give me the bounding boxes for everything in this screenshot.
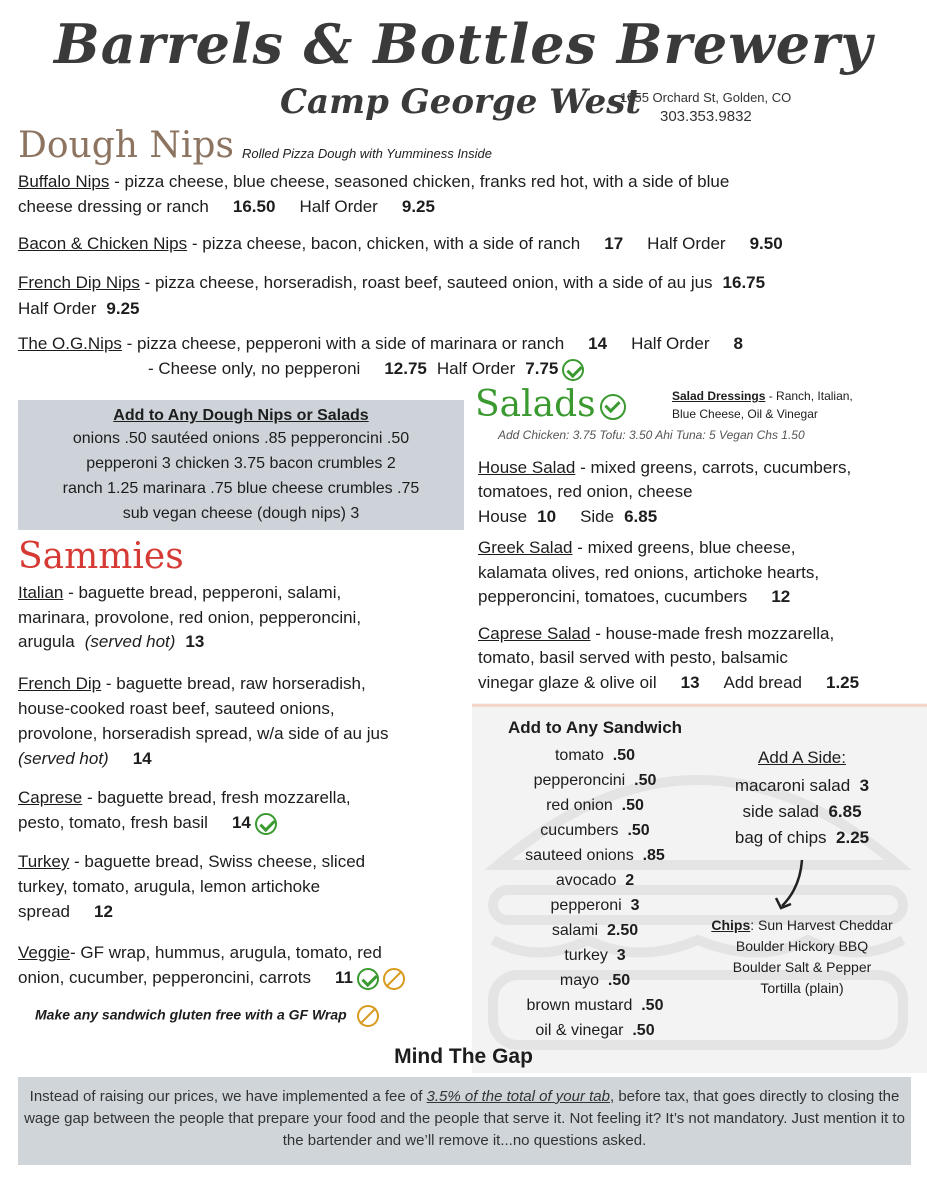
item-name: Buffalo Nips xyxy=(18,172,110,191)
chips-options xyxy=(692,915,912,999)
mind-the-gap-title: Mind The Gap xyxy=(394,1045,533,1068)
list-item xyxy=(470,943,720,968)
item-price: 3 xyxy=(859,776,870,795)
item-name: mayo xyxy=(559,972,599,989)
half-order-price: 9.50 xyxy=(749,234,783,253)
item-desc: - baguette bread, raw horseradish, xyxy=(101,674,366,693)
location-subtitle: Camp George West xyxy=(280,82,642,122)
salad-dressings xyxy=(672,387,853,423)
menu-item-og-nips xyxy=(18,331,743,356)
item-desc: tomato, basil served with pesto, balsamic xyxy=(478,648,788,667)
item-price: .50 xyxy=(607,972,631,989)
item-name: tomato xyxy=(554,747,604,764)
gap-text-emphasis: 3.5% of the total of your tab xyxy=(426,1088,610,1105)
item-name: pepperoni xyxy=(550,897,622,914)
half-order-price: 8 xyxy=(733,334,743,353)
salads-heading xyxy=(475,384,626,425)
addons-row: ranch 1.25 marinara .75 blue cheese crumbles .75 xyxy=(62,480,420,497)
item-desc: cheese dressing or ranch xyxy=(18,197,209,216)
item-desc: - mixed greens, carrots, cucumbers, xyxy=(575,458,852,477)
item-desc: turkey, tomato, arugula, lemon artichoke xyxy=(18,877,321,896)
dressings-list: - Ranch, Italian, xyxy=(765,389,853,403)
item-price: 13 xyxy=(185,632,205,651)
italian-line3 xyxy=(18,629,204,654)
item-name: turkey xyxy=(564,947,608,964)
menu-item-caprese-salad xyxy=(478,621,834,646)
chips-option: Boulder Hickory BBQ xyxy=(735,938,869,954)
item-price: 14 xyxy=(588,334,608,353)
half-order-price: 9.25 xyxy=(401,197,435,216)
sandwich-addons-title: Add to Any Sandwich xyxy=(507,718,683,737)
addons-title: Add to Any Dough Nips or Salads xyxy=(113,407,369,424)
caprese-line2 xyxy=(18,810,277,835)
item-desc: marinara, provolone, red onion, pepperoncini, xyxy=(18,608,362,627)
item-price: 3 xyxy=(630,897,640,914)
menu-item-buffalo-nips-line2 xyxy=(18,194,435,219)
house-salad-prices xyxy=(478,504,657,529)
list-item xyxy=(470,1018,720,1043)
item-name: brown mustard xyxy=(526,997,633,1014)
served-hot-note: (served hot) xyxy=(84,632,176,651)
address: 1055 Orchard St, Golden, CO xyxy=(620,90,792,105)
item-price: 12 xyxy=(93,902,113,921)
phone-number: 303.353.9832 xyxy=(660,108,752,125)
item-name: Caprese Salad xyxy=(478,624,591,643)
item-name: French Dip xyxy=(18,674,102,693)
item-desc: - pizza cheese, horseradish, roast beef, sauteed onion, with a side of au jus xyxy=(139,273,713,292)
item-desc: - baguette bread, pepperoni, salami, xyxy=(63,583,342,602)
list-item xyxy=(470,893,720,918)
item-name: Turkey xyxy=(18,852,70,871)
item-price: 14 xyxy=(231,813,251,832)
item-desc: - house-made fresh mozzarella, xyxy=(590,624,835,643)
gap-text: , before tax, that goes directly to closing the wage gap between the people that prepare your food and the people that serve it. Not feeling it? It’s not mandatory. Just mention it to the bartender and we’ll remove it...no questions asked. xyxy=(24,1088,905,1149)
salads-title: Salads xyxy=(475,384,596,425)
gf-note xyxy=(35,1005,379,1027)
french-dip-line4 xyxy=(18,746,152,771)
item-price: 2.25 xyxy=(836,828,870,847)
item-price: 2 xyxy=(625,872,635,889)
item-name: Caprese xyxy=(18,788,83,807)
half-order-label: Half Order xyxy=(647,234,726,253)
item-name: oil & vinegar xyxy=(535,1022,624,1039)
served-hot-note: (served hot) xyxy=(18,749,109,768)
caprese-salad-line3 xyxy=(478,670,859,695)
item-name: avocado xyxy=(555,872,617,889)
item-price: .50 xyxy=(641,997,664,1014)
list-item xyxy=(470,968,720,993)
menu-item-greek-salad xyxy=(478,535,796,560)
item-desc: pesto, tomato, fresh basil xyxy=(18,813,208,832)
menu-item-french-dip-nips xyxy=(18,270,765,295)
check-circle-icon xyxy=(600,394,626,420)
item-name: side salad xyxy=(742,802,819,821)
item-price: 16.50 xyxy=(232,197,276,216)
sides-title: Add A Side: xyxy=(758,748,846,767)
item-desc: - pizza cheese, bacon, chicken, with a side of ranch xyxy=(187,234,581,253)
item-desc: - mixed greens, blue cheese, xyxy=(572,538,796,557)
half-order-price: 7.75 xyxy=(525,359,559,378)
arrow-down-icon xyxy=(772,858,812,914)
item-price: .50 xyxy=(627,822,650,839)
menu-item-french-dip-nips-line2 xyxy=(18,296,140,321)
item-desc: spread xyxy=(18,902,70,921)
chips-option: Tortilla (plain) xyxy=(760,980,844,996)
item-price: 6.85 xyxy=(828,802,862,821)
item-name: House Salad xyxy=(478,458,576,477)
addons-row: pepperoni 3 chicken 3.75 bacon crumbles 2 xyxy=(86,455,396,472)
item-price: .85 xyxy=(642,847,665,864)
half-order-label: Half Order xyxy=(299,197,378,216)
item-name: salami xyxy=(551,922,599,939)
chips-option: : Sun Harvest Cheddar xyxy=(750,917,893,933)
item-name: Bacon & Chicken Nips xyxy=(18,234,188,253)
menu-item-veggie xyxy=(18,940,382,965)
item-desc: - Cheese only, no pepperoni xyxy=(148,359,361,378)
size-label: Side xyxy=(580,507,615,526)
item-price: 6.85 xyxy=(624,507,658,526)
check-circle-icon xyxy=(357,968,379,990)
half-order-label: Half Order xyxy=(18,299,97,318)
half-order-label: Half Order xyxy=(631,334,710,353)
item-price: 2.50 xyxy=(606,922,639,939)
item-desc: kalamata olives, red onions, artichoke hearts, xyxy=(478,563,820,582)
menu-item-turkey xyxy=(18,849,365,874)
menu-item-french-dip xyxy=(18,671,366,696)
item-price: .50 xyxy=(634,772,657,789)
list-item xyxy=(470,843,720,868)
add-bread-price: 1.25 xyxy=(825,673,860,692)
mind-the-gap-box xyxy=(18,1077,911,1165)
item-name: Veggie xyxy=(18,943,70,962)
dough-nips-heading: Dough Nips xyxy=(18,125,234,166)
menu-item-buffalo-nips xyxy=(18,169,729,194)
item-name: Greek Salad xyxy=(478,538,573,557)
list-item xyxy=(470,743,720,768)
item-price: 17 xyxy=(604,234,624,253)
dough-nips-addons-box xyxy=(18,400,464,530)
menu-item-bacon-chicken-nips xyxy=(18,231,783,256)
item-desc: onion, cucumber, pepperoncini, carrots xyxy=(18,968,311,987)
item-price: 14 xyxy=(132,749,152,768)
item-price: 12 xyxy=(771,587,791,606)
menu-item-og-nips-cheese xyxy=(148,356,584,381)
list-item xyxy=(470,993,720,1018)
addons-row: onions .50 sautéed onions .85 pepperoncini .50 xyxy=(72,430,410,447)
menu-item-house-salad xyxy=(478,455,851,480)
item-price: 16.75 xyxy=(722,273,766,292)
turkey-line3 xyxy=(18,899,113,924)
check-circle-icon xyxy=(255,813,277,835)
item-price: 12.75 xyxy=(384,359,427,378)
item-name: bag of chips xyxy=(734,828,827,847)
item-desc: arugula xyxy=(18,632,75,651)
dressings-label: Salad Dressings xyxy=(672,389,766,403)
item-name: The O.G.Nips xyxy=(18,334,122,353)
item-price: 10 xyxy=(537,507,557,526)
item-desc: house-cooked roast beef, sauteed onions, xyxy=(18,699,335,718)
item-desc: tomatoes, red onion, cheese xyxy=(478,482,693,501)
addons-row: sub vegan cheese (dough nips) 3 xyxy=(122,505,360,522)
item-desc: pepperoncini, tomatoes, cucumbers xyxy=(478,587,748,606)
item-desc: - baguette bread, fresh mozzarella, xyxy=(82,788,351,807)
item-price: 3 xyxy=(616,947,626,964)
item-desc: - baguette bread, Swiss cheese, sliced xyxy=(69,852,366,871)
gluten-free-icon xyxy=(383,968,405,990)
brand-title: Barrels & Bottles Brewery xyxy=(54,12,873,76)
salad-protein-addons: Add Chicken: 3.75 Tofu: 3.50 Ahi Tuna: 5 Vegan Chs 1.50 xyxy=(498,428,805,442)
item-price: .50 xyxy=(621,797,644,814)
menu-item-caprese xyxy=(18,785,351,810)
item-name: macaroni salad xyxy=(734,776,851,795)
list-item xyxy=(470,793,720,818)
item-name: cucumbers xyxy=(540,822,619,839)
item-price: 13 xyxy=(680,673,700,692)
menu-item-italian xyxy=(18,580,341,605)
dressings-list: Blue Cheese, Oil & Vinegar xyxy=(672,407,818,421)
mind-the-gap-text xyxy=(18,1077,911,1152)
half-order-label: Half Order xyxy=(436,359,516,378)
item-price: .50 xyxy=(632,1022,655,1039)
gluten-free-icon xyxy=(357,1005,379,1027)
check-circle-icon xyxy=(562,359,584,381)
item-desc: provolone, horseradish spread, w/a side of au jus xyxy=(18,724,389,743)
item-desc: - pizza cheese, blue cheese, seasoned chicken, franks red hot, with a side of blue xyxy=(109,172,730,191)
list-item xyxy=(712,799,892,825)
item-price: .50 xyxy=(612,747,636,764)
chips-label: Chips xyxy=(711,917,751,933)
item-name: French Dip Nips xyxy=(18,273,140,292)
veggie-line2 xyxy=(18,965,405,990)
sammies-heading: Sammies xyxy=(18,536,184,577)
list-item xyxy=(712,773,892,799)
gf-note-text: Make any sandwich gluten free with a GF Wrap xyxy=(35,1006,347,1023)
item-desc: - GF wrap, hummus, arugula, tomato, red xyxy=(70,943,382,962)
item-desc: - pizza cheese, pepperoni with a side of marinara or ranch xyxy=(121,334,565,353)
item-name: sauteed onions xyxy=(525,847,634,864)
add-bread-label: Add bread xyxy=(723,673,802,692)
item-name: Italian xyxy=(18,583,64,602)
item-price: 11 xyxy=(334,968,353,987)
chips-option: Boulder Salt & Pepper xyxy=(732,959,872,975)
list-item xyxy=(470,818,720,843)
list-item xyxy=(470,768,720,793)
list-item xyxy=(470,918,720,943)
sandwich-addons-list xyxy=(470,743,720,1043)
divider xyxy=(472,704,927,707)
item-desc: vinegar glaze & olive oil xyxy=(478,673,657,692)
size-label: House xyxy=(478,507,528,526)
half-order-price: 9.25 xyxy=(106,299,140,318)
item-name: pepperoncini xyxy=(533,772,626,789)
sides-list xyxy=(712,773,892,851)
item-name: red onion xyxy=(546,797,613,814)
gap-text: Instead of raising our prices, we have implemented a fee of xyxy=(29,1088,427,1105)
greek-salad-line3 xyxy=(478,584,790,609)
list-item xyxy=(712,825,892,851)
dough-nips-subtitle: Rolled Pizza Dough with Yumminess Inside xyxy=(242,146,493,161)
list-item xyxy=(470,868,720,893)
